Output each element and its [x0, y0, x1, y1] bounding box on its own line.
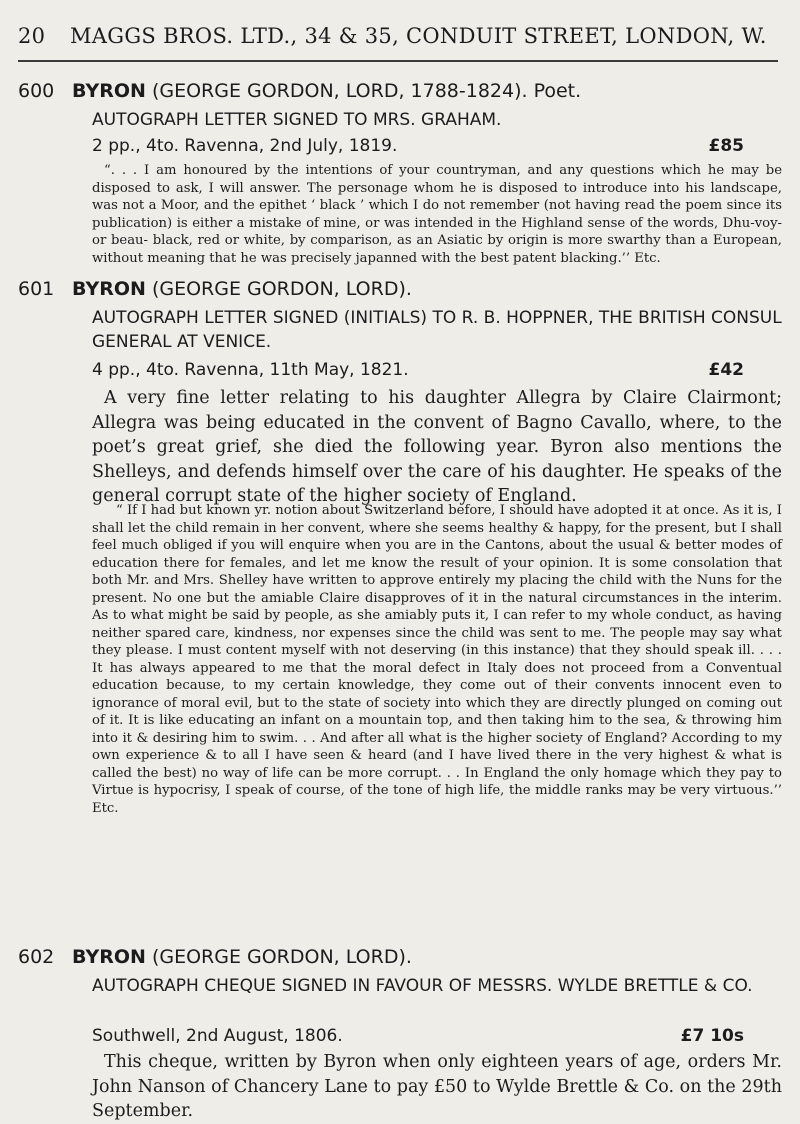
lot-price: £7 10s: [680, 1026, 744, 1046]
lot-subtitle: AUTOGRAPH CHEQUE SIGNED IN FAVOUR OF MESSRS. WYLDE BRETTLE & CO.: [92, 976, 753, 996]
lot-quote: “ If I had but known yr. notion about Switzerland before, I should have adopted it at once. As it is, I shall let the child remain in her convent, where she seems healthy & happy, for the present, but I shall feel much obliged if you will enquire when you are in the Cantons, about the usual & better modes of education there for females, and let me know the result of your opinion. It is some consolation that both Mr. and Mrs. Shelley have written to approve entirely my placing the child with the Nuns for the present. No one but the amiable Claire disapproves of it in the natural circumstances in the interim. As to what might be said by people, as she amiably puts it, I can refer to my whole conduct, as having neither spared care, kindness, nor expenses since the child was sent to me. The people may say what they please. I must content myself with not deserving (in this instance) that they should speak ill. . . . It has always appeared to me that the moral defect in Italy does not proceed from a Conventual education because, to my certain knowledge, they come out of their convents innocent even to ignorance of moral evil, but to the state of society into which they are directly plunged on coming out of it. It is like educating an infant on a mountain top, and then taking him to the sea, & throwing him into it & desiring him to swim. . . And after all what is the higher society of England? According to my own experience & to all I have seen & heard (and I have lived there in the very highest & what is called the best) no way of life can be more corrupt. . . In England the only homage which they pay to Virtue is hypocrisy, I speak of course, of the tone of high life, the middle ranks may be very virtuous.’’ Etc.: [92, 503, 782, 816]
lot-number: 600: [18, 80, 55, 102]
lot-name-rest: (GEORGE GORDON, LORD).: [151, 278, 412, 300]
lot-subtitle: AUTOGRAPH LETTER SIGNED (INITIALS) TO R. B. HOPPNER, THE BRITISH CONSUL GENERAL AT VENICE.: [92, 308, 782, 352]
lot-description: This cheque, written by Byron when only eighteen years of age, orders Mr. John Nanson of Chancery Lane to pay £50 to Wylde Brettle & Co. on the 29th September.: [92, 1052, 782, 1121]
lot-subtitle: AUTOGRAPH LETTER SIGNED TO MRS. GRAHAM.: [92, 110, 502, 130]
lot-title: [72, 80, 792, 102]
lot-price: £85: [708, 136, 744, 156]
lot-title: [72, 278, 792, 300]
lot-description: “. . . I am honoured by the intentions of your countryman, and any questions which he may be disposed to ask, I will answer. The personage whom he is disposed to introduce into his landscape, was not a Moor, and the epithet ‘ black ’ which I do not remember (not having read the poem since its publication) is either a mistake of mine, or was intended in the Highland sense of the words, Dhu-voy- or beau- black, red or white, by comparison, as an Asiatic by origin is more swarthy than a European, without meaning that he was precisely japanned with the best patent blacking.’’ Etc.: [92, 163, 782, 266]
lot-name-rest: (GEORGE GORDON, LORD, 1788-1824). Poet.: [151, 80, 582, 102]
header-rule: [18, 60, 778, 62]
lot-price: £42: [708, 360, 744, 380]
lot-number: 602: [18, 946, 55, 968]
lot-meta: 2 pp., 4to. Ravenna, 2nd July, 1819.: [92, 136, 398, 156]
firm-name: MAGGS BROS. LTD., 34 & 35, CONDUIT STREET, LONDON, W.: [70, 24, 767, 48]
page-header: [18, 24, 778, 48]
lot-meta: 4 pp., 4to. Ravenna, 11th May, 1821.: [92, 360, 409, 380]
page-number: 20: [18, 24, 46, 48]
lot-title: [72, 946, 792, 968]
lot-name: BYRON: [72, 278, 146, 300]
lot-name-rest: (GEORGE GORDON, LORD).: [151, 946, 412, 968]
lot-meta: Southwell, 2nd August, 1806.: [92, 1026, 343, 1046]
lot-name: BYRON: [72, 80, 146, 102]
lot-name: BYRON: [72, 946, 146, 968]
lot-description: A very fine letter relating to his daughter Allegra by Claire Clairmont; Allegra was being educated in the convent of Bagno Cavallo, where, to the poet’s great grief, she died the following year. Byron also mentions the Shelleys, and defends himself over the care of his daughter. He speaks of the general corrupt state of the higher society of England.: [92, 388, 782, 506]
lot-number: 601: [18, 278, 55, 300]
